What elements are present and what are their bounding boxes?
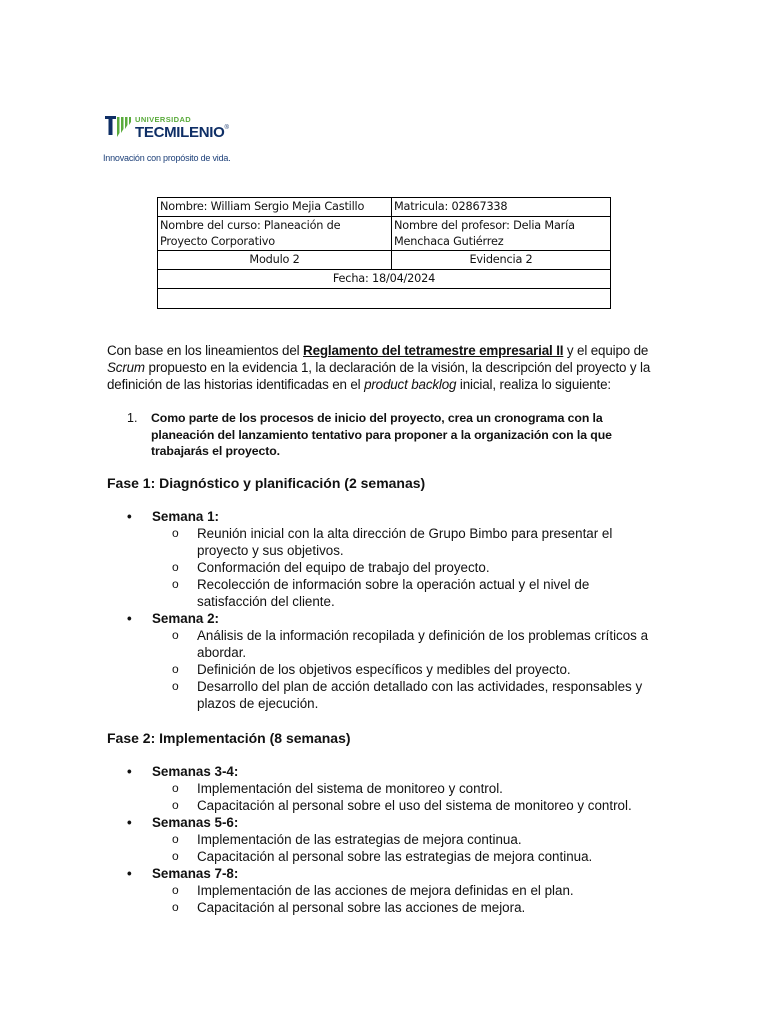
week-list <box>107 763 662 916</box>
week-label: Semanas 5-6: <box>152 814 239 830</box>
task-item <box>152 525 662 559</box>
empty-cell <box>158 289 611 309</box>
task-item <box>152 797 662 814</box>
circle-bullet-icon: o <box>172 882 179 897</box>
table-row <box>158 270 611 289</box>
week-item <box>107 865 662 916</box>
week-label: Semana 1: <box>152 508 219 524</box>
task-list <box>152 831 662 865</box>
task-item <box>152 627 662 661</box>
week-item <box>107 763 662 814</box>
task-list <box>152 780 662 814</box>
week-list <box>107 508 662 712</box>
document-body <box>107 342 662 916</box>
university-logo <box>103 113 248 167</box>
task-item <box>152 559 662 576</box>
task-item <box>152 678 662 712</box>
task-list <box>152 882 662 916</box>
task-text: Reunión inicial con la alta dirección de Grupo Bimbo para presentar el proyecto y sus objetivos. <box>197 525 613 558</box>
task-list <box>152 525 662 610</box>
logo-name-text: TECMILENIO® <box>135 123 229 141</box>
circle-bullet-icon: o <box>172 831 179 846</box>
circle-bullet-icon: o <box>172 525 179 540</box>
task-item <box>152 661 662 678</box>
week-label: Semanas 3-4: <box>152 763 239 779</box>
evidence-cell: Evidencia 2 <box>392 251 611 270</box>
task-text: Implementación de las acciones de mejora definidas en el plan. <box>197 882 574 898</box>
task-text: Capacitación al personal sobre las estrategias de mejora continua. <box>197 848 593 864</box>
phases-list <box>107 475 662 916</box>
regulation-reference: Reglamento del tetramestre empresarial II <box>303 343 564 358</box>
circle-bullet-icon: o <box>172 661 179 676</box>
week-label: Semana 2: <box>152 610 219 626</box>
logo-tagline: Innovación con propósito de vida. <box>103 153 231 163</box>
bullet-icon: • <box>127 508 132 524</box>
week-item <box>107 610 662 712</box>
week-label: Semanas 7-8: <box>152 865 239 881</box>
course-name-cell: Nombre del curso: Planeación de Proyecto Corporativo <box>158 216 392 251</box>
matricula-cell: Matricula: 02867338 <box>392 198 611 217</box>
task-item <box>152 780 662 797</box>
table-row <box>158 251 611 270</box>
table-row <box>158 216 611 251</box>
task-item <box>152 848 662 865</box>
question-item <box>107 410 662 460</box>
task-text: Definición de los objetivos específicos y medibles del proyecto. <box>197 661 571 677</box>
logo-university-text: UNIVERSIDAD <box>135 115 192 125</box>
professor-name-cell: Nombre del profesor: Delia María Menchaca Gutiérrez <box>392 216 611 251</box>
task-text: Recolección de información sobre la operación actual y el nivel de satisfacción del cliente. <box>197 576 590 609</box>
task-text: Capacitación al personal sobre las acciones de mejora. <box>197 899 526 915</box>
tecmilenio-emblem-icon <box>103 113 133 143</box>
circle-bullet-icon: o <box>172 780 179 795</box>
circle-bullet-icon: o <box>172 559 179 574</box>
question-number: 1. <box>127 411 138 425</box>
task-item <box>152 882 662 899</box>
bullet-icon: • <box>127 865 132 881</box>
date-cell: Fecha: 18/04/2024 <box>158 270 611 289</box>
circle-bullet-icon: o <box>172 848 179 863</box>
circle-bullet-icon: o <box>172 678 179 693</box>
circle-bullet-icon: o <box>172 627 179 642</box>
phase-heading: Fase 2: Implementación (8 semanas) <box>107 729 351 746</box>
intro-paragraph: Con base en los lineamientos del Reglamento del tetramestre empresarial II y el equipo de Scrum propuesto en la evidencia 1, la declaración de la visión, la descripción del proyecto y la definición de las historias identificadas en el product backlog inicial, realiza lo siguiente: <box>107 343 651 392</box>
student-info-table <box>157 197 611 309</box>
task-list <box>152 627 662 712</box>
week-item <box>107 814 662 865</box>
task-text: Capacitación al personal sobre el uso del sistema de monitoreo y control. <box>197 797 632 813</box>
task-text: Análisis de la información recopilada y definición de los problemas críticos a abordar. <box>197 627 649 660</box>
question-text: Como parte de los procesos de inicio del proyecto, crea un cronograma con la planeación del lanzamiento tentativo para proponer a la organización con la que trabajarás el proyecto. <box>151 411 612 458</box>
task-text: Implementación del sistema de monitoreo y control. <box>197 780 503 796</box>
bullet-icon: • <box>127 610 132 626</box>
task-text: Conformación del equipo de trabajo del proyecto. <box>197 559 490 575</box>
task-item <box>152 899 662 916</box>
task-text: Desarrollo del plan de acción detallado con las actividades, responsables y plazos de ejecución. <box>197 678 643 711</box>
circle-bullet-icon: o <box>172 899 179 914</box>
task-item <box>152 576 662 610</box>
circle-bullet-icon: o <box>172 576 179 591</box>
week-item <box>107 508 662 610</box>
student-name-cell: Nombre: William Sergio Mejia Castillo <box>158 198 392 217</box>
bullet-icon: • <box>127 814 132 830</box>
circle-bullet-icon: o <box>172 797 179 812</box>
phase-heading: Fase 1: Diagnóstico y planificación (2 semanas) <box>107 474 426 491</box>
task-text: Implementación de las estrategias de mejora continua. <box>197 831 522 847</box>
bullet-icon: • <box>127 763 132 779</box>
table-row <box>158 198 611 217</box>
table-row <box>158 289 611 309</box>
task-item <box>152 831 662 848</box>
module-cell: Modulo 2 <box>158 251 392 270</box>
